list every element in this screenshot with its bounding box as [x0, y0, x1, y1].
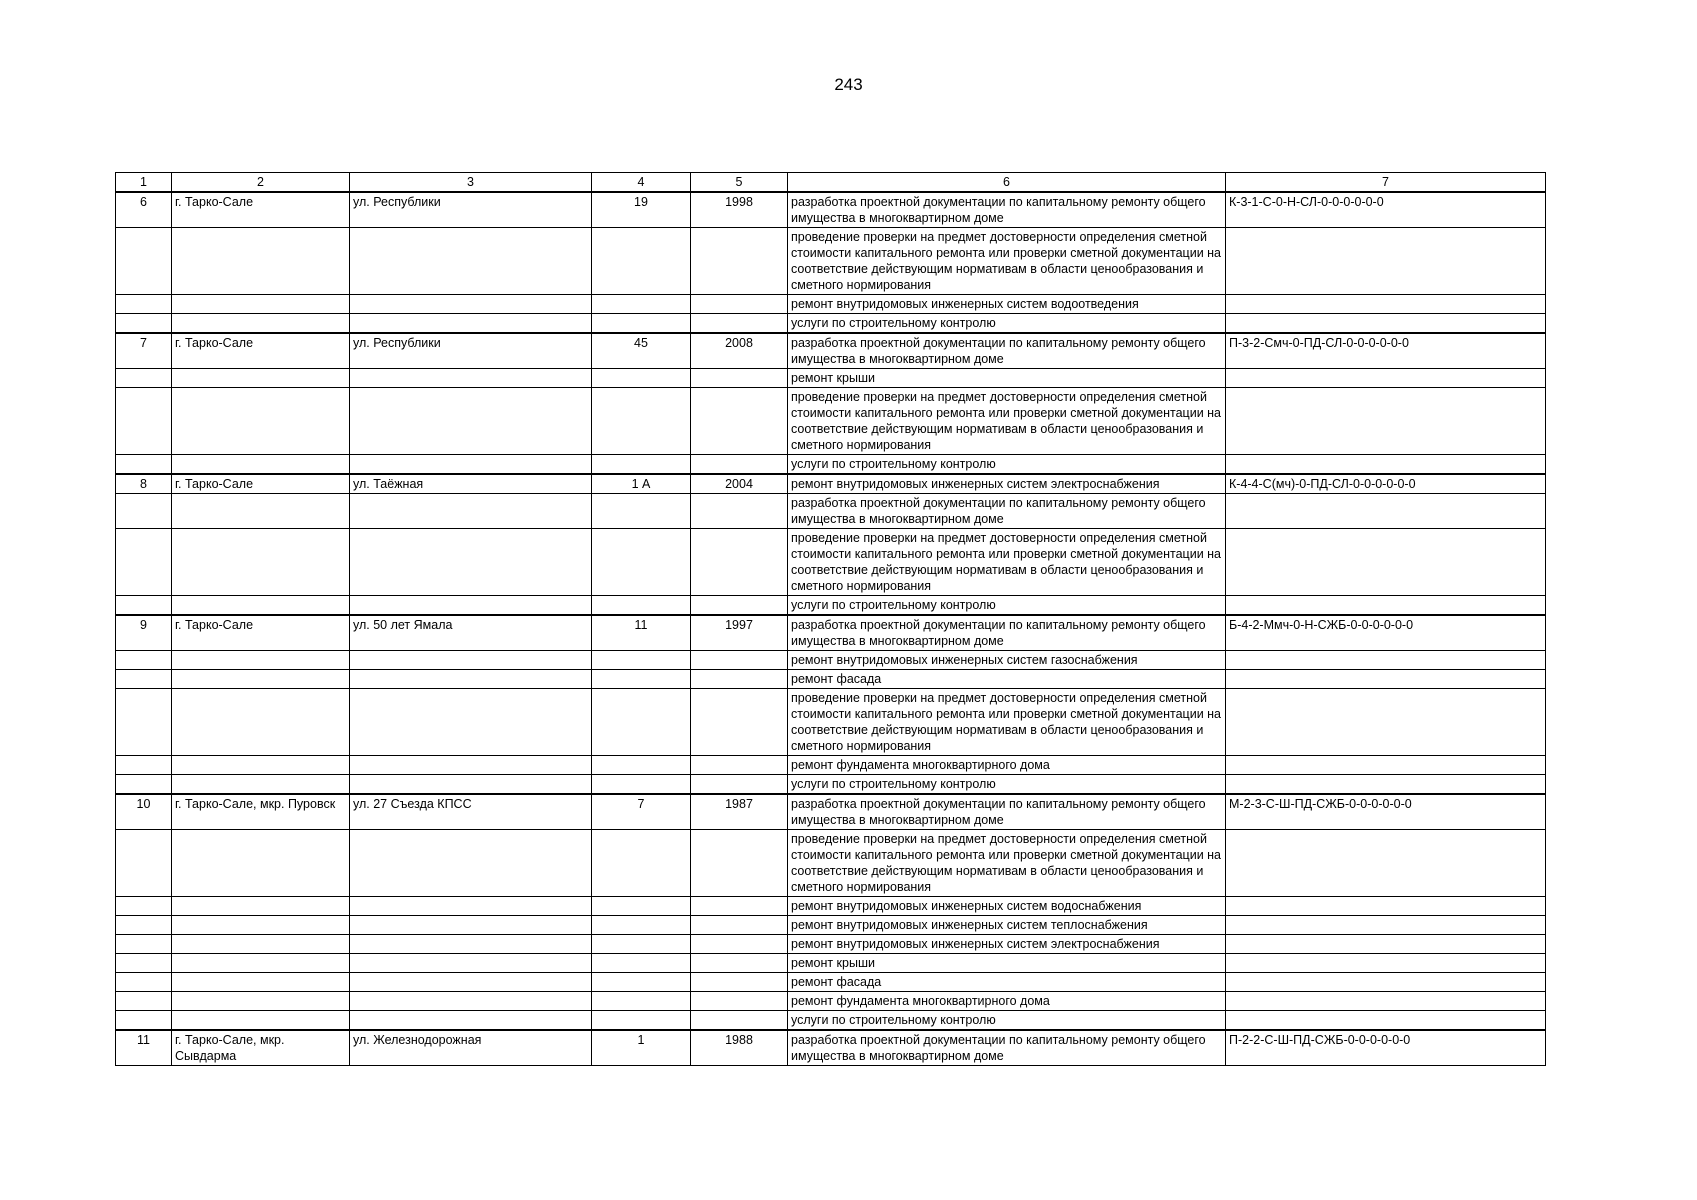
- work-type-cell: услуги по строительному контролю: [788, 314, 1226, 334]
- row-number: [116, 295, 172, 314]
- header-cell: 6: [788, 173, 1226, 193]
- year-cell: [691, 756, 788, 775]
- house-number-cell: [592, 228, 691, 295]
- table-row: [116, 897, 1546, 916]
- city-cell: [172, 935, 350, 954]
- street-cell: ул. Железнодорожная: [350, 1030, 592, 1066]
- table-row: [116, 369, 1546, 388]
- street-cell: [350, 529, 592, 596]
- street-cell: [350, 369, 592, 388]
- work-type-cell: ремонт крыши: [788, 954, 1226, 973]
- building-code-cell: [1226, 897, 1546, 916]
- header-cell: 7: [1226, 173, 1546, 193]
- house-number-cell: 45: [592, 333, 691, 369]
- building-code-cell: [1226, 651, 1546, 670]
- table-row: [116, 830, 1546, 897]
- street-cell: [350, 314, 592, 334]
- city-cell: [172, 756, 350, 775]
- building-code-cell: [1226, 670, 1546, 689]
- street-cell: ул. Таёжная: [350, 474, 592, 494]
- building-code-cell: К-4-4-С(мч)-0-ПД-СЛ-0-0-0-0-0-0: [1226, 474, 1546, 494]
- row-number: [116, 529, 172, 596]
- table-row: [116, 314, 1546, 334]
- house-number-cell: [592, 1011, 691, 1031]
- street-cell: [350, 973, 592, 992]
- building-code-cell: [1226, 775, 1546, 795]
- table-row: [116, 1011, 1546, 1031]
- table-row: [116, 333, 1546, 369]
- row-number: [116, 973, 172, 992]
- header-cell: 1: [116, 173, 172, 193]
- house-number-cell: 11: [592, 615, 691, 651]
- building-code-cell: [1226, 916, 1546, 935]
- work-type-cell: проведение проверки на предмет достоверности определения сметной стоимости капитального ремонта или проверки сметной документации на соответствие действующим нормативам в области ценообразования и сметного нормирования: [788, 830, 1226, 897]
- registry-table: [115, 172, 1546, 1066]
- house-number-cell: [592, 916, 691, 935]
- row-number: [116, 916, 172, 935]
- row-number: [116, 830, 172, 897]
- building-code-cell: [1226, 388, 1546, 455]
- city-cell: [172, 689, 350, 756]
- header-cell: 4: [592, 173, 691, 193]
- building-code-cell: [1226, 756, 1546, 775]
- house-number-cell: [592, 529, 691, 596]
- table-row: [116, 775, 1546, 795]
- street-cell: [350, 830, 592, 897]
- row-number: 8: [116, 474, 172, 494]
- table-row: [116, 756, 1546, 775]
- row-number: 9: [116, 615, 172, 651]
- year-cell: [691, 992, 788, 1011]
- building-code-cell: [1226, 369, 1546, 388]
- city-cell: [172, 455, 350, 475]
- city-cell: [172, 775, 350, 795]
- building-code-cell: П-2-2-С-Ш-ПД-СЖБ-0-0-0-0-0-0: [1226, 1030, 1546, 1066]
- table-row: [116, 192, 1546, 228]
- street-cell: [350, 596, 592, 616]
- street-cell: [350, 897, 592, 916]
- work-type-cell: разработка проектной документации по капитальному ремонту общего имущества в многоквартирном доме: [788, 333, 1226, 369]
- row-number: [116, 228, 172, 295]
- house-number-cell: [592, 295, 691, 314]
- row-number: 10: [116, 794, 172, 830]
- row-number: [116, 494, 172, 529]
- house-number-cell: [592, 992, 691, 1011]
- table-row: [116, 992, 1546, 1011]
- street-cell: [350, 954, 592, 973]
- year-cell: [691, 596, 788, 616]
- building-code-cell: [1226, 935, 1546, 954]
- house-number-cell: [592, 455, 691, 475]
- building-code-cell: К-3-1-С-0-Н-СЛ-0-0-0-0-0-0: [1226, 192, 1546, 228]
- row-number: [116, 651, 172, 670]
- city-cell: [172, 388, 350, 455]
- city-cell: [172, 529, 350, 596]
- house-number-cell: [592, 954, 691, 973]
- city-cell: [172, 897, 350, 916]
- work-type-cell: разработка проектной документации по капитальному ремонту общего имущества в многоквартирном доме: [788, 494, 1226, 529]
- table-row: [116, 494, 1546, 529]
- work-type-cell: разработка проектной документации по капитальному ремонту общего имущества в многоквартирном доме: [788, 794, 1226, 830]
- street-cell: ул. Республики: [350, 192, 592, 228]
- work-type-cell: ремонт внутридомовых инженерных систем водоотведения: [788, 295, 1226, 314]
- work-type-cell: ремонт фундамента многоквартирного дома: [788, 756, 1226, 775]
- work-type-cell: проведение проверки на предмет достоверности определения сметной стоимости капитального ремонта или проверки сметной документации на соответствие действующим нормативам в области ценообразования и сметного нормирования: [788, 388, 1226, 455]
- page-number: 243: [834, 75, 863, 94]
- work-type-cell: услуги по строительному контролю: [788, 455, 1226, 475]
- work-type-cell: ремонт фундамента многоквартирного дома: [788, 992, 1226, 1011]
- house-number-cell: [592, 670, 691, 689]
- house-number-cell: [592, 973, 691, 992]
- work-type-cell: ремонт внутридомовых инженерных систем электроснабжения: [788, 935, 1226, 954]
- year-cell: [691, 1011, 788, 1031]
- street-cell: [350, 775, 592, 795]
- row-number: [116, 596, 172, 616]
- table-row: [116, 228, 1546, 295]
- year-cell: [691, 388, 788, 455]
- header-cell: 2: [172, 173, 350, 193]
- city-cell: [172, 830, 350, 897]
- row-number: [116, 670, 172, 689]
- city-cell: г. Тарко-Сале, мкр. Пуровск: [172, 794, 350, 830]
- house-number-cell: [592, 689, 691, 756]
- table-row: [116, 474, 1546, 494]
- house-number-cell: [592, 596, 691, 616]
- year-cell: [691, 228, 788, 295]
- row-number: [116, 992, 172, 1011]
- year-cell: 2004: [691, 474, 788, 494]
- building-code-cell: [1226, 1011, 1546, 1031]
- street-cell: [350, 689, 592, 756]
- street-cell: [350, 916, 592, 935]
- table-row: [116, 670, 1546, 689]
- row-number: [116, 954, 172, 973]
- house-number-cell: [592, 388, 691, 455]
- year-cell: [691, 916, 788, 935]
- table-row: [116, 615, 1546, 651]
- row-number: [116, 369, 172, 388]
- building-code-cell: [1226, 830, 1546, 897]
- table-row: [116, 596, 1546, 616]
- building-code-cell: П-3-2-Смч-0-ПД-СЛ-0-0-0-0-0-0: [1226, 333, 1546, 369]
- house-number-cell: 1 А: [592, 474, 691, 494]
- work-type-cell: услуги по строительному контролю: [788, 596, 1226, 616]
- building-code-cell: [1226, 992, 1546, 1011]
- work-type-cell: проведение проверки на предмет достоверности определения сметной стоимости капитального ремонта или проверки сметной документации на соответствие действующим нормативам в области ценообразования и сметного нормирования: [788, 529, 1226, 596]
- street-cell: [350, 388, 592, 455]
- year-cell: [691, 954, 788, 973]
- year-cell: 2008: [691, 333, 788, 369]
- year-cell: 1988: [691, 1030, 788, 1066]
- street-cell: [350, 992, 592, 1011]
- year-cell: [691, 455, 788, 475]
- work-type-cell: ремонт фасада: [788, 973, 1226, 992]
- year-cell: [691, 670, 788, 689]
- year-cell: [691, 494, 788, 529]
- city-cell: г. Тарко-Сале: [172, 474, 350, 494]
- city-cell: г. Тарко-Сале: [172, 333, 350, 369]
- house-number-cell: [592, 314, 691, 334]
- street-cell: [350, 295, 592, 314]
- house-number-cell: [592, 935, 691, 954]
- year-cell: [691, 651, 788, 670]
- year-cell: [691, 529, 788, 596]
- city-cell: [172, 295, 350, 314]
- city-cell: [172, 494, 350, 529]
- house-number-cell: [592, 830, 691, 897]
- city-cell: г. Тарко-Сале, мкр. Сывдарма: [172, 1030, 350, 1066]
- house-number-cell: 7: [592, 794, 691, 830]
- row-number: [116, 897, 172, 916]
- row-number: 7: [116, 333, 172, 369]
- building-code-cell: [1226, 228, 1546, 295]
- table-row: [116, 916, 1546, 935]
- work-type-cell: ремонт внутридомовых инженерных систем водоснабжения: [788, 897, 1226, 916]
- row-number: [116, 455, 172, 475]
- building-code-cell: Б-4-2-Ммч-0-Н-СЖБ-0-0-0-0-0-0: [1226, 615, 1546, 651]
- table-row: [116, 973, 1546, 992]
- table-body: [116, 173, 1546, 1066]
- year-cell: [691, 775, 788, 795]
- building-code-cell: [1226, 954, 1546, 973]
- house-number-cell: [592, 494, 691, 529]
- house-number-cell: 1: [592, 1030, 691, 1066]
- row-number: [116, 1011, 172, 1031]
- table-row: [116, 1030, 1546, 1066]
- house-number-cell: [592, 897, 691, 916]
- year-cell: 1997: [691, 615, 788, 651]
- city-cell: г. Тарко-Сале: [172, 615, 350, 651]
- city-cell: [172, 596, 350, 616]
- building-code-cell: [1226, 494, 1546, 529]
- city-cell: [172, 954, 350, 973]
- work-type-cell: проведение проверки на предмет достоверности определения сметной стоимости капитального ремонта или проверки сметной документации на соответствие действующим нормативам в области ценообразования и сметного нормирования: [788, 228, 1226, 295]
- house-number-cell: [592, 369, 691, 388]
- street-cell: ул. 50 лет Ямала: [350, 615, 592, 651]
- header-cell: 3: [350, 173, 592, 193]
- work-type-cell: разработка проектной документации по капитальному ремонту общего имущества в многоквартирном доме: [788, 1030, 1226, 1066]
- year-cell: [691, 830, 788, 897]
- building-code-cell: [1226, 596, 1546, 616]
- work-type-cell: разработка проектной документации по капитальному ремонту общего имущества в многоквартирном доме: [788, 615, 1226, 651]
- street-cell: ул. 27 Съезда КПСС: [350, 794, 592, 830]
- building-code-cell: [1226, 314, 1546, 334]
- work-type-cell: услуги по строительному контролю: [788, 1011, 1226, 1031]
- city-cell: [172, 992, 350, 1011]
- street-cell: [350, 228, 592, 295]
- year-cell: [691, 314, 788, 334]
- house-number-cell: [592, 651, 691, 670]
- year-cell: [691, 369, 788, 388]
- city-cell: [172, 228, 350, 295]
- year-cell: [691, 973, 788, 992]
- work-type-cell: ремонт фасада: [788, 670, 1226, 689]
- building-code-cell: [1226, 689, 1546, 756]
- work-type-cell: ремонт внутридомовых инженерных систем газоснабжения: [788, 651, 1226, 670]
- building-code-cell: М-2-3-С-Ш-ПД-СЖБ-0-0-0-0-0-0: [1226, 794, 1546, 830]
- year-cell: [691, 689, 788, 756]
- header-cell: 5: [691, 173, 788, 193]
- city-cell: [172, 973, 350, 992]
- house-number-cell: [592, 775, 691, 795]
- city-cell: [172, 651, 350, 670]
- work-type-cell: ремонт крыши: [788, 369, 1226, 388]
- year-cell: [691, 935, 788, 954]
- street-cell: [350, 651, 592, 670]
- city-cell: [172, 916, 350, 935]
- street-cell: [350, 455, 592, 475]
- city-cell: [172, 1011, 350, 1031]
- house-number-cell: 19: [592, 192, 691, 228]
- row-number: [116, 756, 172, 775]
- street-cell: [350, 756, 592, 775]
- work-type-cell: разработка проектной документации по капитальному ремонту общего имущества в многоквартирном доме: [788, 192, 1226, 228]
- year-cell: [691, 295, 788, 314]
- header-row: [116, 173, 1546, 193]
- street-cell: [350, 935, 592, 954]
- row-number: [116, 775, 172, 795]
- table-row: [116, 935, 1546, 954]
- building-code-cell: [1226, 529, 1546, 596]
- table-row: [116, 689, 1546, 756]
- row-number: [116, 935, 172, 954]
- table-row: [116, 651, 1546, 670]
- year-cell: 1998: [691, 192, 788, 228]
- street-cell: ул. Республики: [350, 333, 592, 369]
- work-type-cell: услуги по строительному контролю: [788, 775, 1226, 795]
- building-code-cell: [1226, 973, 1546, 992]
- street-cell: [350, 1011, 592, 1031]
- table-row: [116, 954, 1546, 973]
- table-row: [116, 295, 1546, 314]
- city-cell: г. Тарко-Сале: [172, 192, 350, 228]
- street-cell: [350, 670, 592, 689]
- table-row: [116, 529, 1546, 596]
- table-row: [116, 388, 1546, 455]
- city-cell: [172, 314, 350, 334]
- city-cell: [172, 670, 350, 689]
- row-number: 11: [116, 1030, 172, 1066]
- year-cell: 1987: [691, 794, 788, 830]
- row-number: [116, 388, 172, 455]
- row-number: 6: [116, 192, 172, 228]
- row-number: [116, 314, 172, 334]
- work-type-cell: ремонт внутридомовых инженерных систем электроснабжения: [788, 474, 1226, 494]
- table-row: [116, 794, 1546, 830]
- row-number: [116, 689, 172, 756]
- building-code-cell: [1226, 455, 1546, 475]
- street-cell: [350, 494, 592, 529]
- year-cell: [691, 897, 788, 916]
- house-number-cell: [592, 756, 691, 775]
- city-cell: [172, 369, 350, 388]
- work-type-cell: проведение проверки на предмет достоверности определения сметной стоимости капитального ремонта или проверки сметной документации на соответствие действующим нормативам в области ценообразования и сметного нормирования: [788, 689, 1226, 756]
- table-row: [116, 455, 1546, 475]
- work-type-cell: ремонт внутридомовых инженерных систем теплоснабжения: [788, 916, 1226, 935]
- building-code-cell: [1226, 295, 1546, 314]
